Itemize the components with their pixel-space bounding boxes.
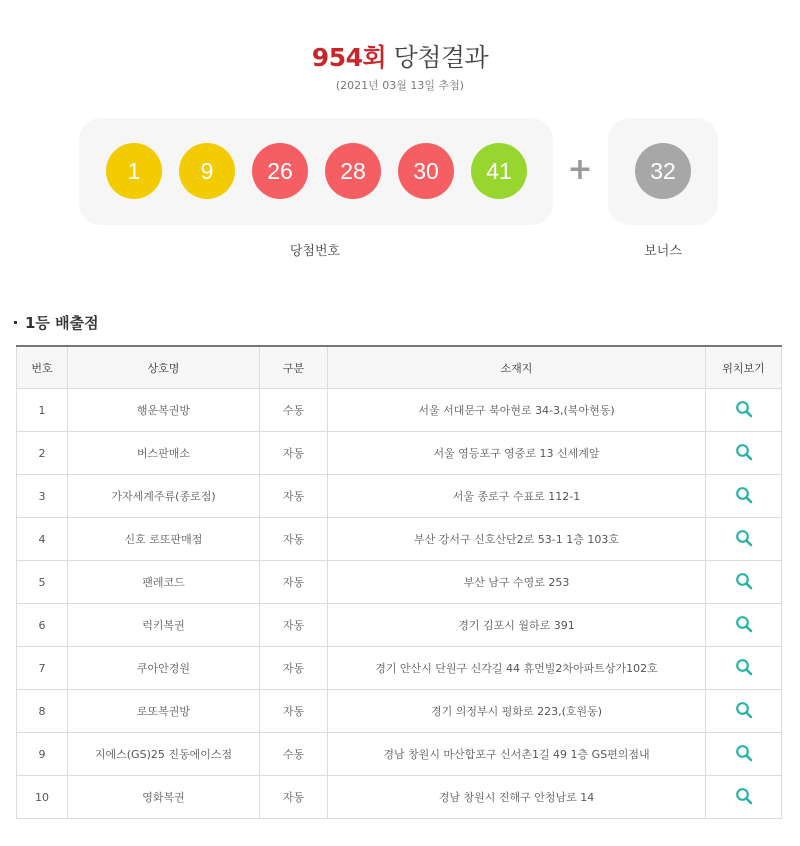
row-address: 경기 김포시 월하로 391 [328, 604, 706, 647]
bonus-label: 보너스 [644, 244, 682, 259]
winning-ball-6: 41 [471, 143, 527, 199]
draw-date: (2021년 03월 13일 추첨) [335, 79, 465, 92]
row-address: 부산 강서구 신호산단2로 53-1 1층 103호 [328, 518, 706, 561]
row-address: 경남 창원시 마산합포구 신서촌1길 49 1층 GS편의점내 [328, 733, 706, 776]
row-location-cell [706, 432, 782, 475]
row-address: 서울 종로구 수표로 112-1 [328, 475, 706, 518]
row-store-name: 영화복권 [68, 776, 260, 819]
plus-icon: + [567, 152, 593, 187]
table-row [17, 518, 782, 561]
row-location-cell [706, 690, 782, 733]
row-store-name: 신호 로또판매점 [68, 518, 260, 561]
search-icon[interactable] [735, 615, 753, 636]
row-location-cell [706, 389, 782, 432]
row-type: 자동 [260, 604, 328, 647]
row-address: 서울 서대문구 북아현로 34-3,(북아현동) [328, 389, 706, 432]
search-icon[interactable] [735, 400, 753, 421]
col-header-number: 번호 [17, 346, 68, 389]
row-store-name: 럭키복권 [68, 604, 260, 647]
search-icon[interactable] [735, 443, 753, 464]
winning-ball-5: 30 [398, 143, 454, 199]
round-number: 954회 [311, 43, 387, 72]
search-icon[interactable] [735, 529, 753, 550]
row-store-name: 로또복권방 [68, 690, 260, 733]
table-row [17, 776, 782, 819]
section-title [14, 312, 99, 333]
row-type: 수동 [260, 389, 328, 432]
row-location-cell [706, 604, 782, 647]
bonus-ball: 32 [635, 143, 691, 199]
row-store-name: 지에스(GS)25 진동에이스점 [68, 733, 260, 776]
row-store-name: 쿠아안경원 [68, 647, 260, 690]
table-row [17, 432, 782, 475]
row-store-name: 가자세계주류(종로점) [68, 475, 260, 518]
row-number: 2 [17, 432, 68, 475]
row-address: 서울 영등포구 영중로 13 신세계앞 [328, 432, 706, 475]
row-number: 8 [17, 690, 68, 733]
row-number: 7 [17, 647, 68, 690]
search-icon[interactable] [735, 572, 753, 593]
row-number: 3 [17, 475, 68, 518]
row-type: 자동 [260, 561, 328, 604]
winning-ball-4: 28 [325, 143, 381, 199]
search-icon[interactable] [735, 486, 753, 507]
winning-ball-3: 26 [252, 143, 308, 199]
table-row [17, 604, 782, 647]
winning-numbers-label: 당첨번호 [289, 244, 341, 259]
row-location-cell [706, 561, 782, 604]
row-address: 경기 안산시 단원구 신각길 44 휴먼빌2차아파트상가102호 [328, 647, 706, 690]
row-address: 경남 창원시 진해구 안청남로 14 [328, 776, 706, 819]
col-header-type: 구분 [260, 346, 328, 389]
row-type: 자동 [260, 647, 328, 690]
table-row [17, 475, 782, 518]
col-header-address: 소재지 [328, 346, 706, 389]
row-location-cell [706, 518, 782, 561]
row-type: 자동 [260, 432, 328, 475]
search-icon[interactable] [735, 658, 753, 679]
row-location-cell [706, 733, 782, 776]
col-header-location: 위치보기 [706, 346, 782, 389]
result-title: 당첨결과 [393, 43, 489, 72]
winning-ball-2: 9 [179, 143, 235, 199]
row-store-name: 행운복권방 [68, 389, 260, 432]
row-location-cell [706, 647, 782, 690]
table-row [17, 690, 782, 733]
row-number: 5 [17, 561, 68, 604]
row-store-name: 버스판매소 [68, 432, 260, 475]
row-store-name: 팬레코드 [68, 561, 260, 604]
table-row [17, 647, 782, 690]
table-row [17, 733, 782, 776]
row-location-cell [706, 475, 782, 518]
search-icon[interactable] [735, 787, 753, 808]
row-type: 자동 [260, 776, 328, 819]
search-icon[interactable] [735, 701, 753, 722]
table-header-row [17, 346, 782, 389]
row-number: 4 [17, 518, 68, 561]
row-type: 수동 [260, 733, 328, 776]
row-address: 부산 남구 수영로 253 [328, 561, 706, 604]
search-icon[interactable] [735, 744, 753, 765]
row-number: 6 [17, 604, 68, 647]
row-number: 9 [17, 733, 68, 776]
col-header-store-name: 상호명 [68, 346, 260, 389]
row-type: 자동 [260, 690, 328, 733]
first-prize-store-table [16, 345, 782, 819]
page-title [0, 38, 800, 74]
table-row [17, 389, 782, 432]
row-number: 10 [17, 776, 68, 819]
row-location-cell [706, 776, 782, 819]
row-number: 1 [17, 389, 68, 432]
section-title-text: 1등 배출점 [25, 314, 99, 332]
row-type: 자동 [260, 518, 328, 561]
winning-ball-1: 1 [106, 143, 162, 199]
row-type: 자동 [260, 475, 328, 518]
bullet-icon [14, 321, 17, 324]
row-address: 경기 의정부시 평화로 223,(호원동) [328, 690, 706, 733]
table-row [17, 561, 782, 604]
